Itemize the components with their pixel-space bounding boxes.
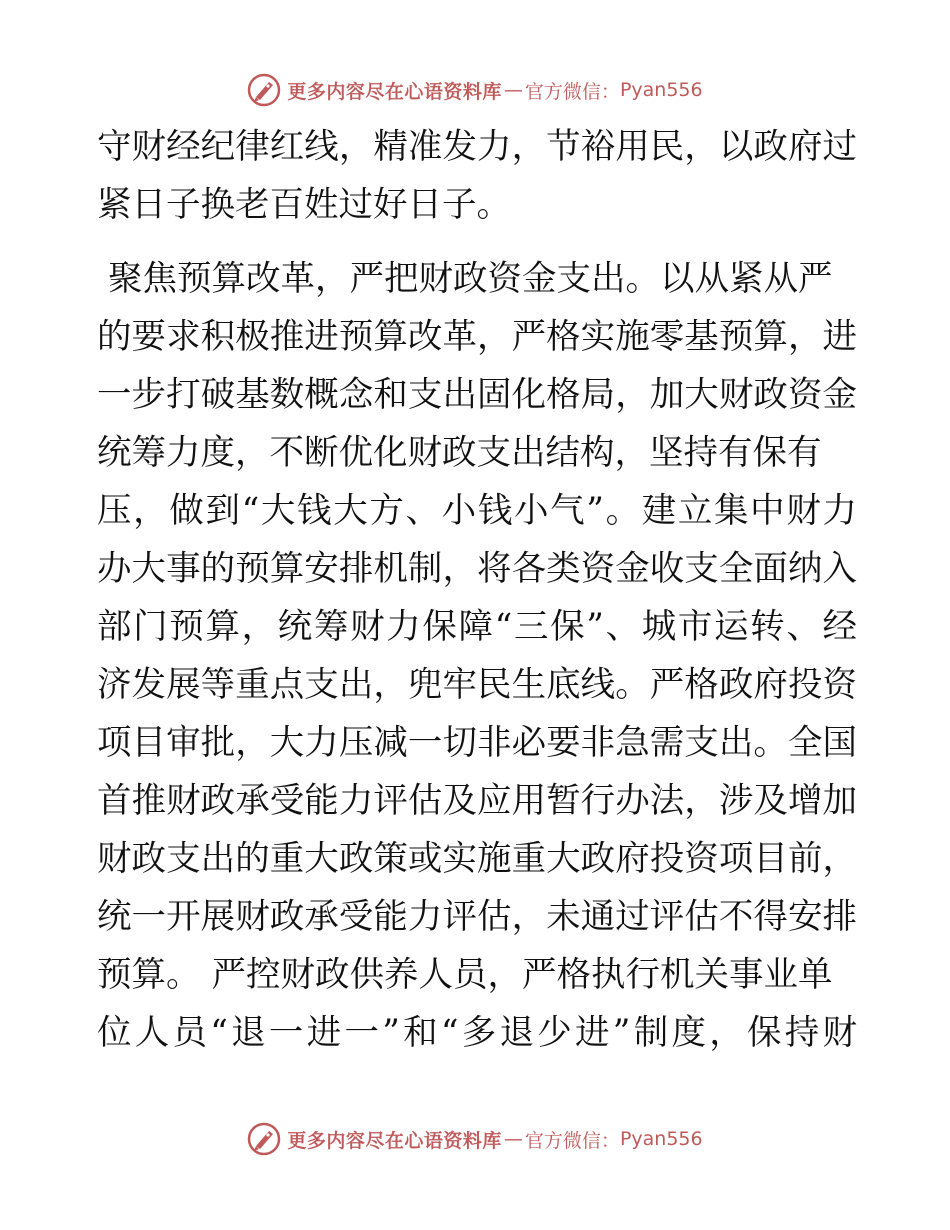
document-body: [97, 118, 857, 1062]
paragraph2-line: 预算。 严控财政供养人员，严格执行机关事业单: [97, 955, 833, 995]
paragraph2-line: 统筹力度，不断优化财政支出结构，坚持有保有: [97, 433, 822, 473]
paragraph2-line: 济发展等重点支出，兜牢民生底线。严格政府投资: [97, 665, 857, 705]
banner-separator: —: [503, 1128, 523, 1150]
paragraph2-line: 统一开展财政承受能力评估，未通过评估不得安排: [97, 897, 857, 937]
paragraph2-line: 位人员“退一进一”和“多退少进”制度，保持财: [97, 1013, 857, 1053]
paragraph2-line: 的要求积极推进预算改革，严格实施零基预算，进: [97, 317, 857, 357]
paragraph1-line: 紧日子换老百姓过好日子。: [97, 185, 511, 225]
paragraph2-line: 一步打破基数概念和支出固化格局，加大财政资金: [97, 375, 857, 415]
paragraph2-line: 部门预算，统筹财力保障“三保”、城市运转、经: [97, 607, 857, 647]
paragraph2-line: 办大事的预算安排机制，将各类资金收支全面纳入: [97, 549, 857, 589]
pen-nib-logo-icon: [247, 1122, 281, 1156]
paragraph2-line: 首推财政承受能力评估及应用暂行办法，涉及增加: [97, 781, 857, 821]
banner-wechat-id: Pyan556: [619, 79, 703, 101]
paragraph2-line: 聚焦预算改革，严把财政资金支出。以从紧从严: [97, 259, 833, 299]
paragraph2-line: 项目审批，大力压减一切非必要非急需支出。全国: [97, 723, 857, 763]
paragraph2-line: 财政支出的重大政策或实施重大政府投资项目前，: [97, 839, 857, 879]
pen-nib-logo-icon: [247, 73, 281, 107]
banner-text: 更多内容尽在心语资料库: [287, 1129, 502, 1152]
banner-wechat-id: Pyan556: [619, 1128, 703, 1150]
banner-wechat-label: 官方微信：: [524, 1129, 620, 1152]
paragraph-gap: [97, 234, 857, 250]
banner-wechat-label: 官方微信：: [524, 80, 620, 103]
paragraph1-line: 守财经纪律红线，精准发力，节裕用民，以政府过: [97, 127, 857, 167]
header-banner: [0, 70, 950, 110]
paragraph2-line: 压，做到“大钱大方、小钱小气”。建立集中财力: [97, 491, 857, 531]
banner-text: 更多内容尽在心语资料库: [287, 80, 502, 103]
footer-banner: [0, 1119, 950, 1159]
banner-separator: —: [503, 79, 523, 101]
